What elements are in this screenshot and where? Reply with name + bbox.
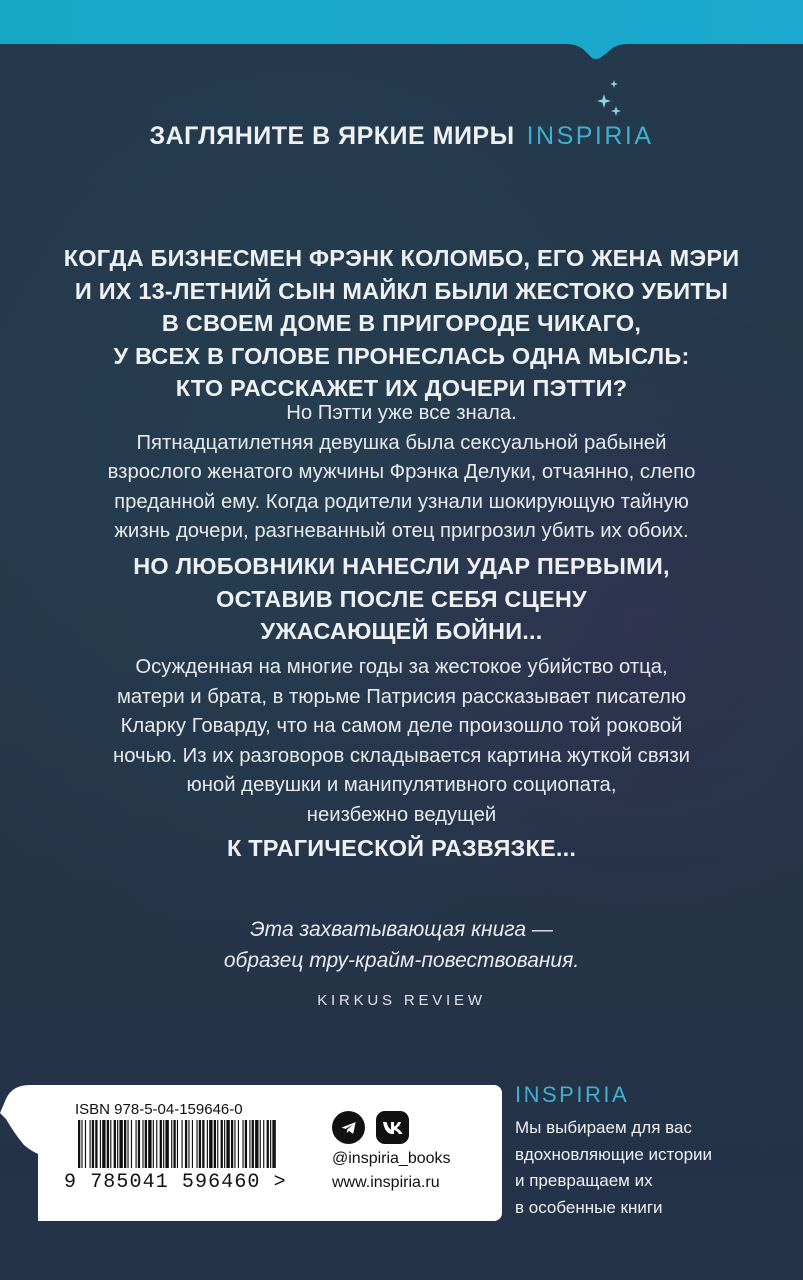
barcode-bar <box>92 1120 94 1168</box>
barcode-bar <box>81 1120 82 1168</box>
text-line: матери и брата, в тюрьме Патрисия рассказывает писателю <box>116 685 687 708</box>
barcode-bar <box>199 1120 201 1168</box>
tagline-text: ЗАГЛЯНИТЕ В ЯРКИЕ МИРЫ <box>149 122 515 150</box>
motto-line: Мы выбираем для вас <box>515 1118 692 1137</box>
barcode-bar <box>255 1120 258 1168</box>
barcode-bar <box>202 1120 204 1168</box>
barcode-bar <box>131 1120 132 1168</box>
barcode-bar <box>245 1120 247 1168</box>
barcode-bar <box>272 1120 275 1168</box>
motto-line: и превращаем их <box>515 1171 653 1190</box>
barcode-bar <box>117 1120 118 1168</box>
barcode-bar <box>90 1120 91 1168</box>
barcode-bar <box>95 1120 97 1168</box>
barcode-bar <box>148 1120 151 1168</box>
barcode-bar <box>78 1120 80 1168</box>
barcode-bar <box>260 1120 261 1168</box>
barcode-bar <box>136 1120 137 1168</box>
barcode-bar <box>182 1120 183 1168</box>
text-line: У ВСЕХ В ГОЛОВЕ ПРОНЕСЛАСЬ ОДНА МЫСЛЬ: <box>113 342 690 369</box>
text-line: И ИХ 13-ЛЕТНИЙ СЫН МАЙКЛ БЫЛИ ЖЕСТОКО УБИТЫ <box>74 277 729 304</box>
motto-line: вдохновляющие истории <box>515 1144 713 1164</box>
text-line: юной девушки и манипулятивного социопата, <box>186 774 617 796</box>
barcode-bar <box>102 1120 105 1168</box>
text-line: Но Пэтти уже все знала. <box>286 402 517 424</box>
barcode-bar <box>263 1120 264 1168</box>
publisher-name: INSPIRIA <box>515 1082 630 1107</box>
text-line: взрослого женатого мужчины Фрэнка Делуки, отчаянно, слепо <box>107 461 696 483</box>
barcode-bar <box>107 1120 109 1168</box>
text-line: В СВОЕМ ДОМЕ В ПРИГОРОДЕ ЧИКАГО, <box>161 310 642 336</box>
text-line: преданной ему. Когда родители узнали шокирующую тайную <box>114 490 689 513</box>
review-source: KIRKUS REVIEW <box>317 992 486 1009</box>
website-link[interactable]: www.inspiria.ru <box>332 1174 440 1191</box>
barcode-bar <box>267 1120 269 1168</box>
ending-caps-line: К ТРАГИЧЕСКОЙ РАЗВЯЗКЕ... <box>226 835 577 861</box>
text-line: ОСТАВИВ ПОСЛЕ СЕБЯ СЦЕНУ <box>216 585 587 612</box>
social-handle[interactable]: @inspiria_books <box>332 1150 451 1167</box>
barcode-bar <box>171 1120 172 1168</box>
second-body-paragraph <box>40 653 763 830</box>
text-line: жизнь дочери, разгневанный отец пригрозил убить их обоих. <box>114 520 689 542</box>
telegram-icon[interactable] <box>332 1111 365 1144</box>
barcode-bar <box>217 1120 218 1168</box>
barcode-bar <box>153 1120 154 1168</box>
barcode-bar <box>185 1120 187 1168</box>
first-body-paragraph <box>40 399 763 547</box>
motto-line: в особенные книги <box>515 1197 663 1217</box>
barcode-bar <box>142 1120 143 1168</box>
barcode-bar <box>177 1120 178 1168</box>
mid-caps-paragraph <box>40 550 763 648</box>
text-line: НО ЛЮБОВНИКИ НАНЕСЛИ УДАР ПЕРВЫМИ, <box>133 553 670 579</box>
text-line: КТО РАССКАЖЕТ ИХ ДОЧЕРИ ПЭТТИ? <box>175 375 628 401</box>
barcode-bar <box>192 1120 193 1168</box>
barcode-bar <box>156 1120 157 1168</box>
barcode-bar <box>188 1120 189 1168</box>
barcode-bar <box>238 1120 239 1168</box>
barcode-bar <box>224 1120 225 1168</box>
barcode-bar <box>226 1120 229 1168</box>
text-line: ночью. Из их разговоров складывается картина жуткой связи <box>113 744 690 767</box>
text-line: неизбежно ведущей <box>306 803 497 826</box>
barcode-image <box>78 1120 276 1168</box>
barcode-bar <box>221 1120 223 1168</box>
quote-line: образец тру-крайм-повествования. <box>223 949 580 972</box>
barcode-bar <box>207 1120 208 1168</box>
barcode-bar <box>124 1120 126 1168</box>
vk-icon[interactable] <box>376 1111 409 1144</box>
sparkle-stars-icon <box>590 78 624 120</box>
barcode-bar <box>85 1120 86 1168</box>
text-line: Кларку Говарду, что на самом деле произошло той роковой <box>120 715 683 737</box>
barcode-bar <box>252 1120 254 1168</box>
barcode-bar <box>249 1120 250 1168</box>
quote-line: Эта захватывающая книга — <box>250 918 553 941</box>
cover-tagline <box>0 122 803 151</box>
review-quote <box>40 914 763 976</box>
panel-hook-shape <box>0 1085 48 1221</box>
barcode-bar <box>270 1120 271 1168</box>
text-line: УЖАСАЮЩЕЙ БОЙНИ... <box>260 618 543 644</box>
brand-name: INSPIRIA <box>526 122 654 150</box>
barcode-bar <box>145 1120 147 1168</box>
barcode-bar <box>127 1120 128 1168</box>
barcode-bar <box>165 1120 168 1168</box>
barcode-bar <box>231 1120 233 1168</box>
barcode-bar <box>163 1120 164 1168</box>
barcode-bar <box>209 1120 212 1168</box>
text-line: Пятнадцатилетняя девушка была сексуальной рабыней <box>136 431 667 454</box>
top-color-band <box>0 0 803 60</box>
barcode-bar <box>196 1120 197 1168</box>
intro-caps-paragraph <box>40 242 763 405</box>
barcode-bar <box>119 1120 122 1168</box>
publisher-motto <box>515 1115 712 1221</box>
barcode-bar <box>138 1120 140 1168</box>
barcode-bar <box>114 1120 116 1168</box>
barcode-digits: 9 785041 596460 > <box>64 1171 287 1194</box>
barcode-bar <box>100 1120 101 1168</box>
barcode-bar <box>242 1120 243 1168</box>
barcode-bar <box>234 1120 235 1168</box>
isbn-number: ISBN 978-5-04-159646-0 <box>75 1101 243 1118</box>
barcode-bar <box>160 1120 162 1168</box>
barcode-bar <box>214 1120 216 1168</box>
barcode-bar <box>110 1120 111 1168</box>
barcode-bar <box>173 1120 175 1168</box>
text-line: Осужденная на многие годы за жестокое убийство отца, <box>135 656 668 678</box>
text-line: КОГДА БИЗНЕСМЕН ФРЭНК КОЛОМБО, ЕГО ЖЕНА МЭРИ <box>63 245 740 271</box>
